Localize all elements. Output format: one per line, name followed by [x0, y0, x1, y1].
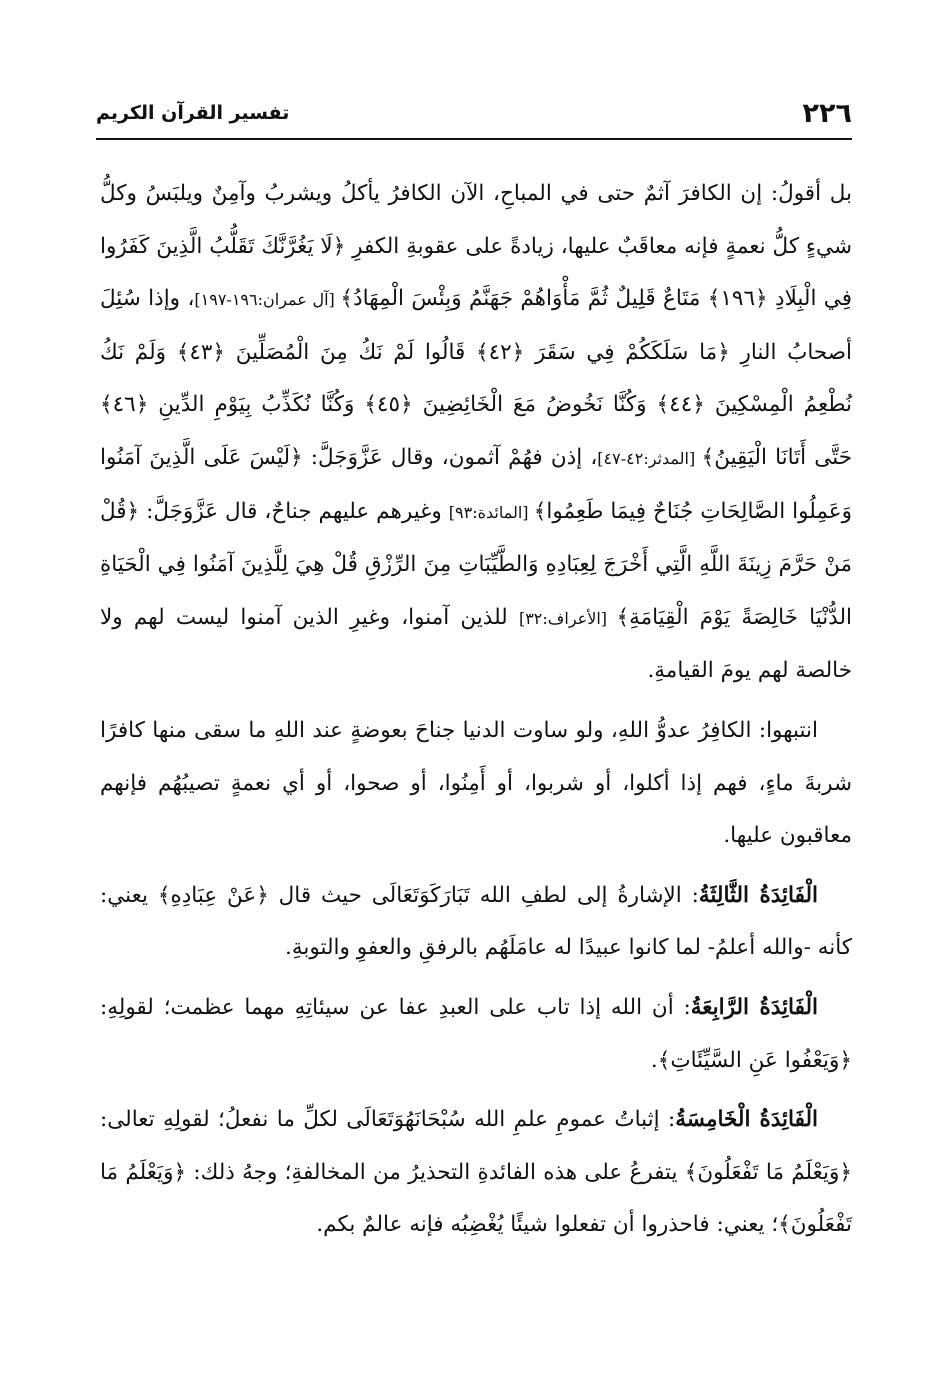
text-run: : إثباتُ عمومِ علمِ الله سُبْحَانَهُوَتَعَالَى لكلِّ ما نفعلُ؛ لقولِهِ تعالى:: [100, 1107, 676, 1133]
paragraph-benefit-four: [100, 982, 852, 1087]
text-run: للذين آمنوا، وغيرِ الذين آمنوا ليست لهم ولا خالصة لهم يومَ القيامةِ.: [100, 604, 852, 684]
quran-verse: ﴿وَيَعْفُوا عَنِ السَّيِّئَاتِ﴾: [657, 1047, 852, 1073]
text-run: بل أقولُ: إن الكافرَ آثمٌ حتى في المباحِ، الآن الكافرُ يأكلُ ويشربُ وآمِنٌ ويلبَسُ وكلُّ شيءٍ كلُّ نعمةٍ فإنه معاقَبٌ عليها، زيادةً على عقوبةِ الكفرِ: [100, 181, 852, 259]
benefit-heading: الْفَائِدَةُ الرَّابِعَةُ: [690, 994, 819, 1020]
verse-reference: [المدثر:٤٢-٤٧]: [597, 448, 702, 468]
book-title: تفسير القرآن الكريم: [96, 102, 290, 124]
quran-verse: ﴿وَيَعْلَمُ مَا تَفْعَلُونَ﴾: [100, 1159, 852, 1238]
text-run: ، وإذا سُئِلَ أصحابُ النارِ: [100, 286, 852, 365]
benefit-heading: الْفَائِدَةُ الثَّالِثَةُ: [698, 882, 818, 908]
verse-reference: [آل عمران:١٩٦-١٩٧]: [194, 290, 341, 310]
text-run: ؛ يعني: فاحذروا أن تفعلوا شيئًا يُغْضِبُه فإنه عالمٌ بكم.: [316, 1212, 779, 1238]
paragraph-benefit-three: [100, 870, 852, 975]
quran-verse: ﴿قُلْ مَنْ حَرَّمَ زِينَةَ اللَّهِ الَّتِي أَخْرَجَ لِعِبَادِهِ وَالطَّيِّبَاتِ مِنَ الرِّزْقِ قُلْ هِيَ لِلَّذِينَ آمَنُوا فِي الْحَيَاةِ الدُّنْيَا خَالِصَةً يَوْمَ الْقِيَامَةِ﴾: [100, 498, 852, 630]
text-run: يتفرعُ على هذه الفائدةِ التحذيرُ من المخالفةِ؛ وجهُ ذلك:: [186, 1159, 685, 1185]
benefit-heading: الْفَائِدَةُ الْخَامِسَةُ: [675, 1107, 818, 1133]
text-run: : أن الله إذا تاب على العبدِ عفا عن سيئاتِهِ مهما عظمت؛ لقولِهِ:: [100, 994, 691, 1020]
quran-verse: ﴿وَيَعْلَمُ مَا تَفْعَلُونَ﴾: [684, 1159, 852, 1185]
paragraph-warning: [100, 705, 852, 863]
text-run: انتبهوا: الكافِرُ عدوُّ اللهِ، ولو ساوت الدنيا جناحَ بعوضةٍ عند اللهِ ما سقى منها كافرًا شربةَ ماءٍ، فهم إذا أكلوا، أو شربوا، أو أَمِنُوا، أو صحوا، أو أي نعمةٍ تصيبُهُم فإنهم معاقبون عليها.: [100, 717, 852, 849]
verse-reference: [الأعراف:٣٢]: [518, 608, 617, 628]
page-header: [96, 92, 852, 140]
quran-verse: ﴿عَنْ عِبَادِهِ﴾: [157, 882, 269, 908]
quran-verse: ﴿لَا يَغُرَّنَّكَ تَقَلُّبُ الَّذِينَ كَفَرُوا فِي الْبِلَادِ ﴿١٩٦﴾ مَتَاعٌ قَلِيلٌ ثُمَّ مَأْوَاهُمْ جَهَنَّمُ وَبِئْسَ الْمِهَادُ﴾: [100, 233, 852, 312]
body-text: [100, 168, 852, 1252]
text-run: يعني: كأنه -والله أعلمُ- لما كانوا عبيدًا له عامَلَهُم بالرفقِ والعفوِ والتوبةِ.: [100, 882, 852, 961]
text-run: ، إذن فهُمْ آثمون، وقال عَزَّوَجَلَّ:: [302, 444, 598, 470]
quran-verse: ﴿مَا سَلَكَكُمْ فِي سَقَرَ ﴿٤٢﴾ قَالُوا لَمْ نَكُ مِنَ الْمُصَلِّينَ ﴿٤٣﴾ وَلَمْ نَكُ نُطْعِمُ الْمِسْكِينَ ﴿٤٤﴾ وَكُنَّا نَخُوضُ مَعَ الْخَائِضِينَ ﴿٤٥﴾ وَكُنَّا نُكَذِّبُ بِيَوْمِ الدِّينِ ﴿٤٦﴾ حَتَّى أَتَانَا الْيَقِينُ﴾: [100, 339, 853, 470]
paragraph-benefit-five: [100, 1094, 852, 1252]
text-run: وغيرهم عليهم جناحٌ، قال عَزَّوَجَلَّ:: [139, 498, 449, 524]
paragraph-kafir-sin: [100, 168, 852, 698]
quran-verse: ﴿لَيْسَ عَلَى الَّذِينَ آمَنُوا وَعَمِلُوا الصَّالِحَاتِ جُنَاحٌ فِيمَا طَعِمُوا﴾: [100, 444, 852, 524]
text-run: : الإشارةُ إلى لطفِ الله تَبَارَكَوَتَعَالَى حيث قال: [268, 882, 699, 908]
verse-reference: [المائدة:٩٣]: [448, 502, 534, 522]
page-number: ٢٢٦: [802, 98, 852, 129]
text-run: .: [650, 1047, 658, 1073]
